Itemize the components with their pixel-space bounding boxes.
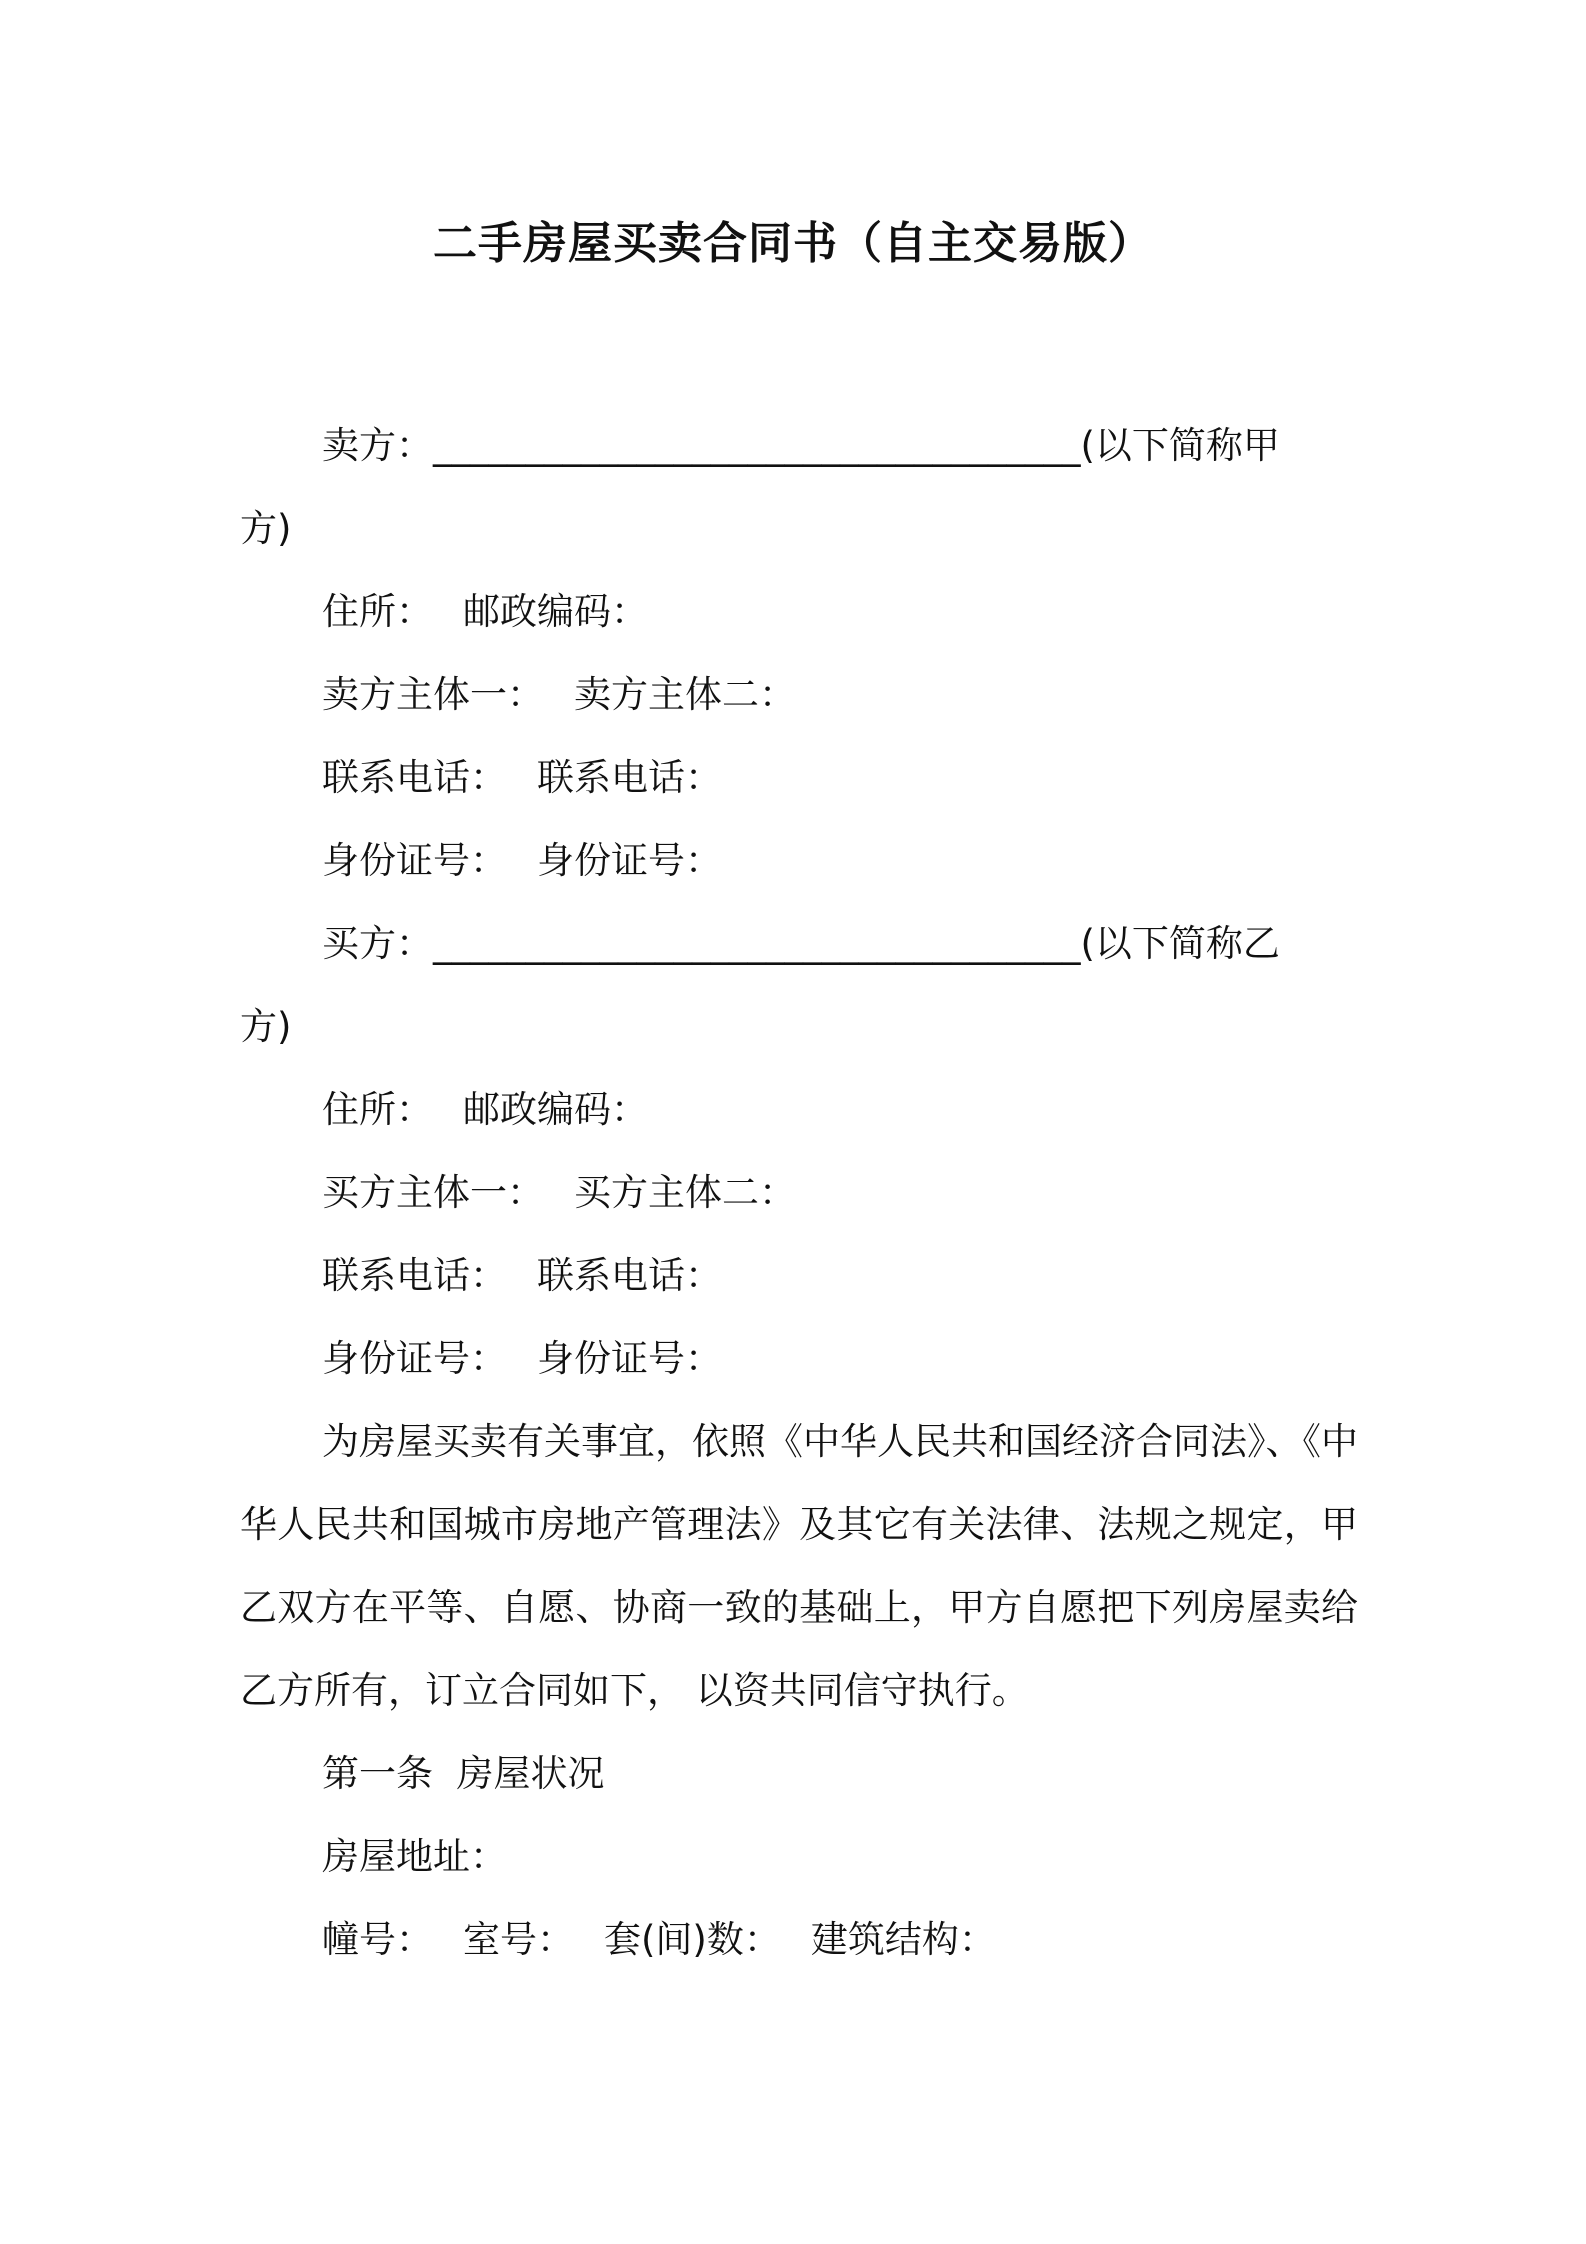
house-address-line [240,1815,1358,1898]
seller-phone-line [240,736,1358,819]
seller-subject-line [240,653,1358,736]
units-count-label: 套(间)数： [604,1918,781,1961]
seller-phone-two: 联系电话： [537,756,722,799]
buyer-address-line [240,1068,1358,1151]
buyer-id-one: 身份证号： [322,1337,507,1380]
buyer-label: 买方： [322,922,433,965]
building-number-label: 幢号： [322,1918,433,1961]
seller-address-line [240,570,1358,653]
seller-postcode-label: 邮政编码： [463,590,648,633]
buyer-subject-one: 买方主体一： [322,1171,544,1214]
buyer-postcode-label: 邮政编码： [463,1088,648,1131]
seller-id-line [240,819,1358,902]
seller-blank: ___________________________________ [433,424,1081,467]
house-details-line [240,1898,1358,1981]
buyer-id-line [240,1317,1358,1400]
buyer-line [240,902,1358,985]
seller-address-label: 住所： [322,590,433,633]
seller-subject-two: 卖方主体二： [574,673,796,716]
seller-id-two: 身份证号： [537,839,722,882]
contract-title: 二手房屋买卖合同书（自主交易版） [433,218,1153,269]
buyer-blank: ___________________________________ [433,922,1081,965]
buyer-id-two: 身份证号： [537,1337,722,1380]
buyer-phone-one: 联系电话： [322,1254,507,1297]
buyer-subject-two: 买方主体二： [574,1171,796,1214]
seller-label: 卖方： [322,424,433,467]
preamble-paragraph: 为房屋买卖有关事宜，依照《中华人民共和国经济合同法》、《中华人民共和国城市房地产管理法》及其它有关法律、法规之规定，甲乙双方在平等、自愿、协商一致的基础上，甲方自愿把下列房屋卖给乙方所有，订立合同如下， 以资共同信守执行。 [240,1420,1358,1712]
seller-suffix: (以下简称甲 [1080,424,1280,467]
seller-subject-one: 卖方主体一： [322,673,544,716]
buyer-suffix-continued: 方) [240,1005,292,1048]
buyer-suffix: (以下简称乙 [1080,922,1280,965]
article-one-heading: 第一条 房屋状况 [322,1752,605,1795]
seller-id-one: 身份证号： [322,839,507,882]
seller-line [240,404,1358,487]
contract-body [240,404,1358,1981]
house-address-label: 房屋地址： [322,1835,507,1878]
buyer-phone-two: 联系电话： [537,1254,722,1297]
room-number-label: 室号： [463,1918,574,1961]
building-structure-label: 建筑结构： [810,1918,996,1961]
seller-phone-one: 联系电话： [322,756,507,799]
buyer-subject-line [240,1151,1358,1234]
buyer-phone-line [240,1234,1358,1317]
buyer-address-label: 住所： [322,1088,433,1131]
seller-suffix-continued: 方) [240,507,292,550]
